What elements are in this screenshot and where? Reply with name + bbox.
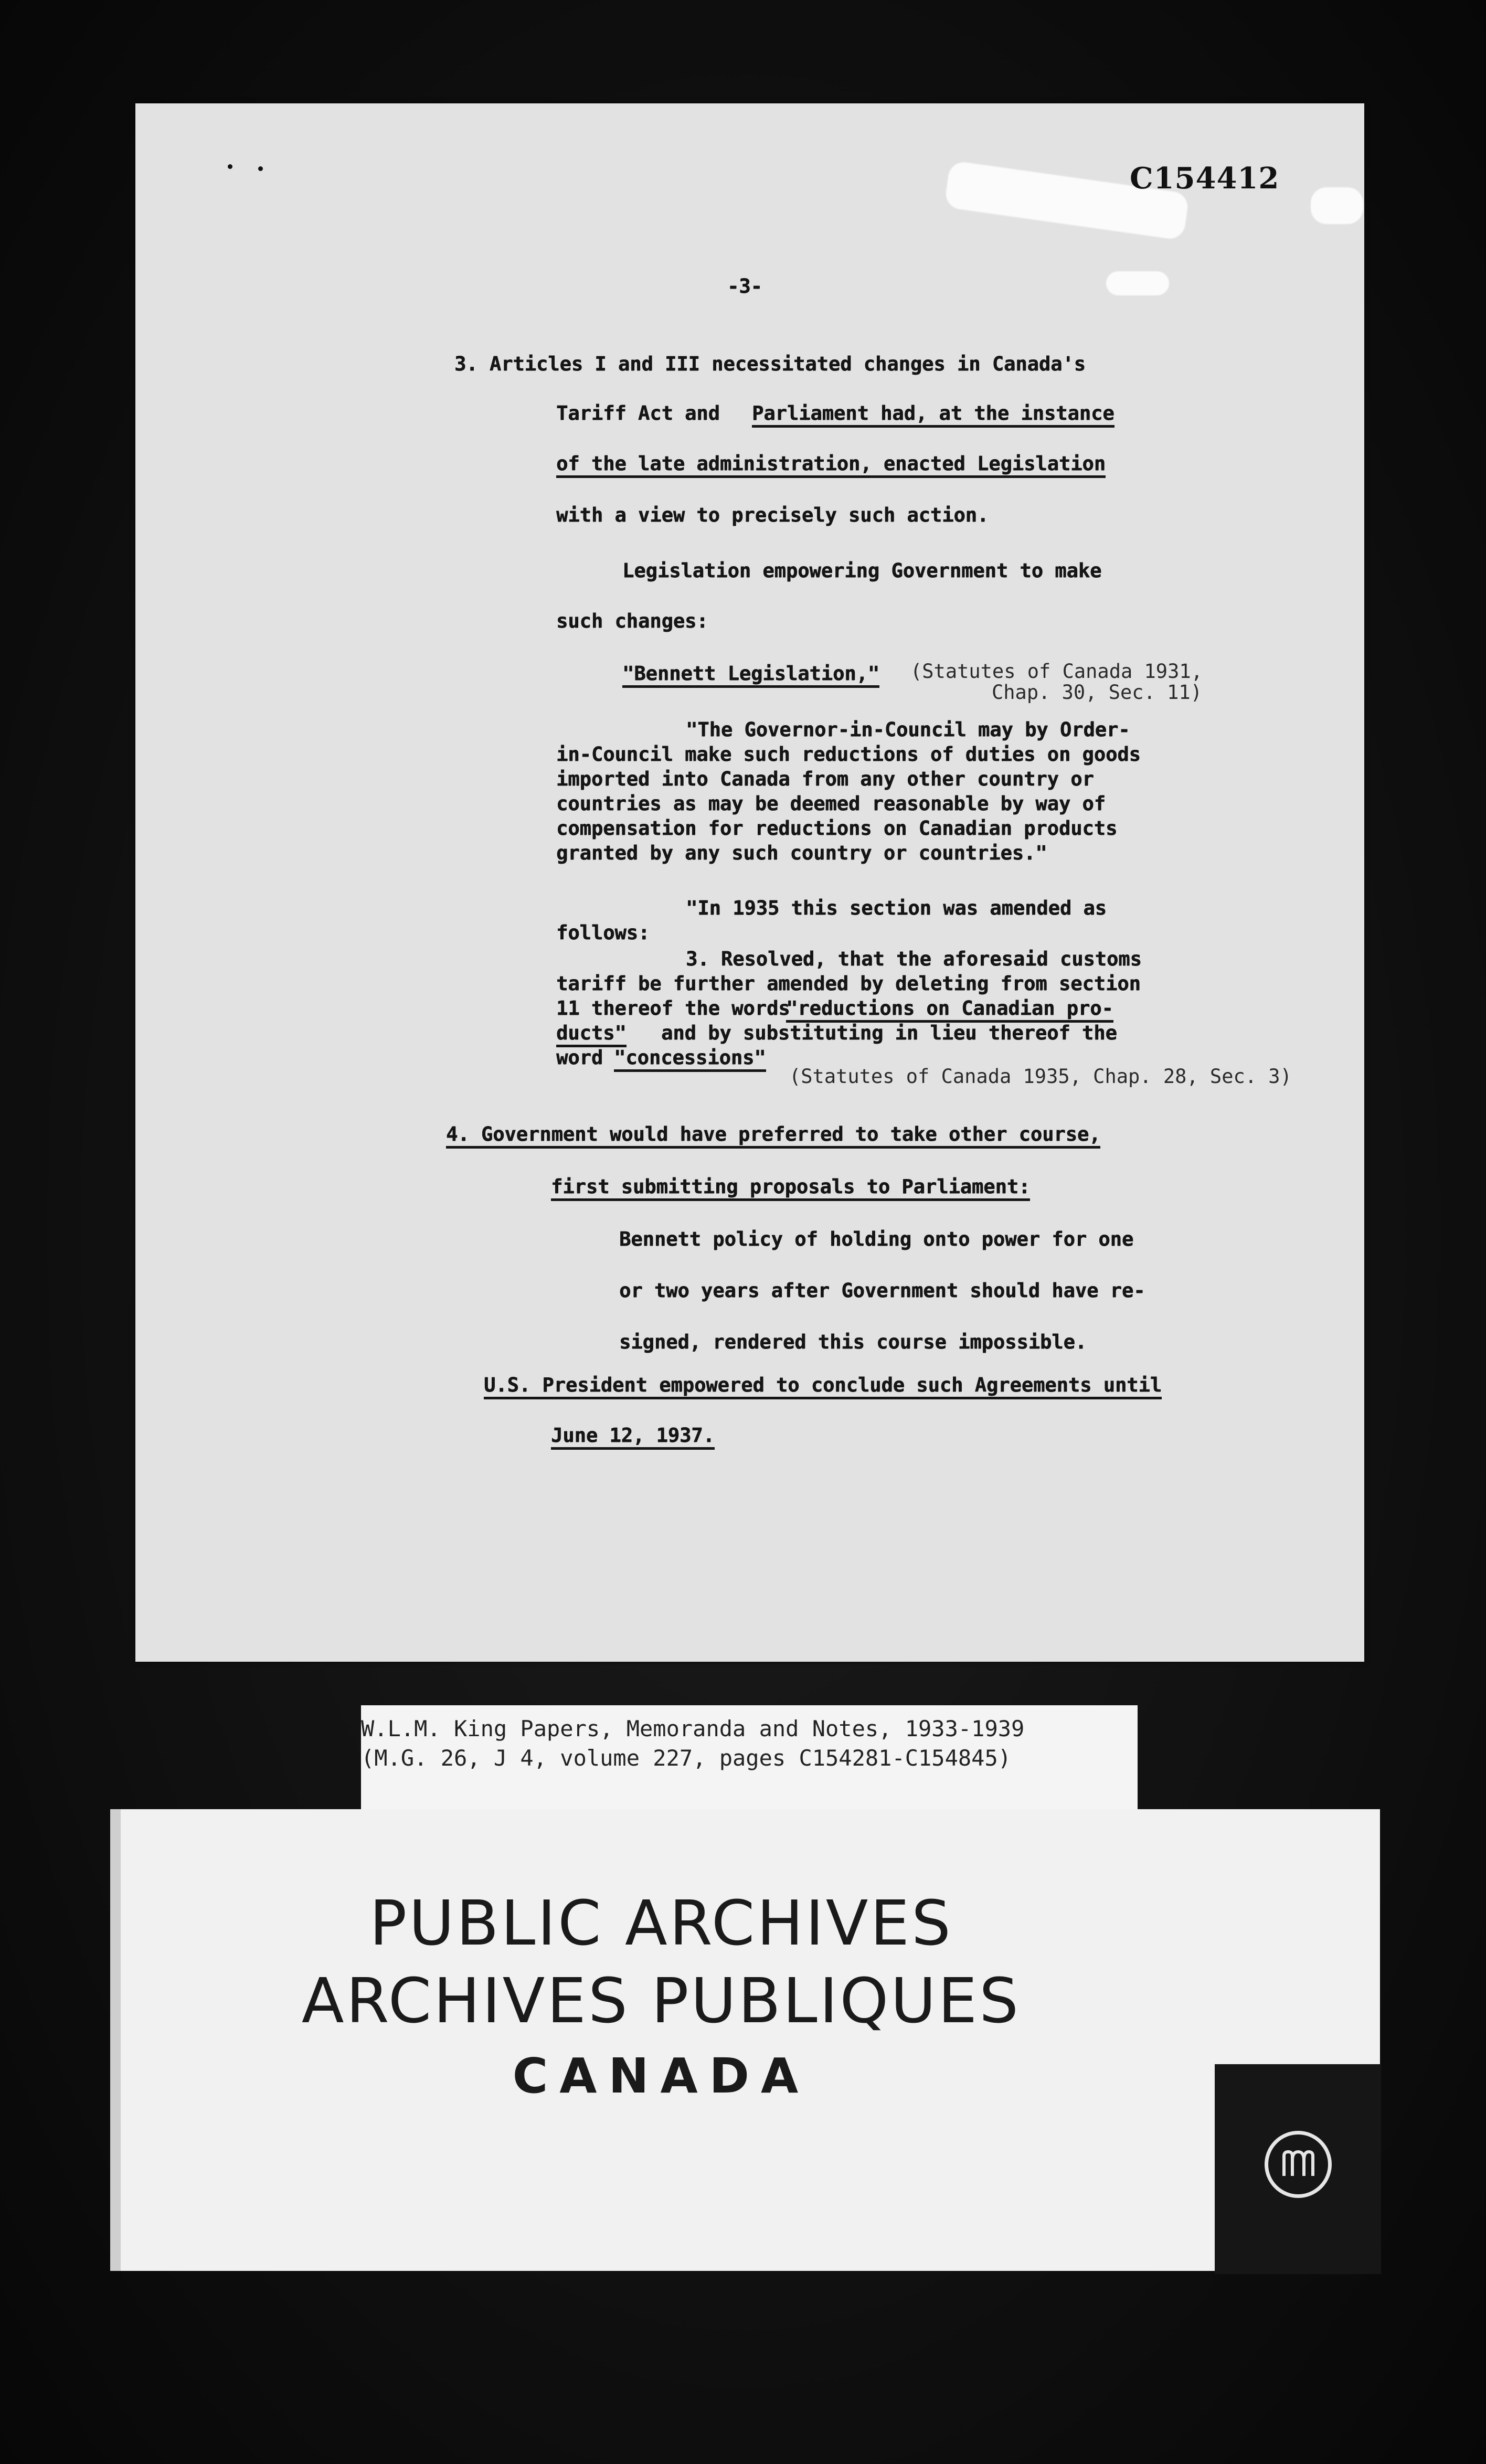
quote-line-underlined: ducts" <box>556 1023 627 1047</box>
page-marker: -3- <box>727 275 762 298</box>
doc-line-underlined: Parliament had, at the instance <box>752 403 1114 428</box>
doc-line: Legislation empowering Government to make <box>622 559 1102 582</box>
doc-line: 3. Articles I and III necessitated changes in Canada's <box>454 353 1086 375</box>
quote-line: and by substituting in lieu thereof the <box>661 1022 1117 1044</box>
archives-logo-icon <box>1265 2131 1332 2198</box>
logo-block <box>1215 2064 1381 2274</box>
quote-line: "The Governor-in-Council may by Order- <box>686 718 1130 741</box>
quote-line: granted by any such country or countries." <box>556 842 1047 864</box>
quote-line: in-Council make such reductions of duties on goods <box>556 743 1141 766</box>
quote-line: imported into Canada from any other country or <box>556 768 1094 790</box>
doc-line-underlined: first submitting proposals to Parliament: <box>551 1177 1030 1201</box>
quote-line: 11 thereof the words <box>556 997 790 1019</box>
quote-line: countries as may be deemed reasonable by way of <box>556 792 1106 815</box>
reference-label <box>361 1705 1138 1819</box>
doc-line: with a view to precisely such action. <box>556 504 989 526</box>
document-page <box>135 103 1364 1662</box>
quote-line-underlined: "reductions on Canadian pro- <box>786 999 1113 1023</box>
doc-line: such changes: <box>556 610 708 632</box>
ink-dot <box>258 166 263 171</box>
tape-mark <box>1311 187 1363 224</box>
reference-line: W.L.M. King Papers, Memoranda and Notes, 1933-1939 <box>361 1716 1025 1741</box>
archive-title-en: PUBLIC ARCHIVES <box>369 1887 953 1959</box>
archives-logo-glyph <box>1280 2149 1317 2180</box>
tape-mark <box>1106 271 1169 295</box>
quote-line-underlined: "concessions" <box>614 1048 766 1072</box>
quote-line: tariff be further amended by deleting from section <box>556 972 1141 995</box>
quote-line: 3. Resolved, that the aforesaid customs <box>686 948 1142 970</box>
doc-line: Tariff Act and <box>556 402 720 424</box>
archive-title-fr: ARCHIVES PUBLIQUES <box>301 1964 1021 2037</box>
doc-line-underlined: June 12, 1937. <box>551 1426 715 1450</box>
quote-line: "In 1935 this section was amended as <box>686 897 1107 919</box>
quote-line: follows: <box>556 921 650 944</box>
doc-line: Bennett policy of holding onto power for one <box>619 1228 1134 1250</box>
ink-dot <box>228 164 232 169</box>
document-number: C154412 <box>1130 161 1280 196</box>
doc-line-underlined: U.S. President empowered to conclude such Agreements until <box>484 1375 1162 1399</box>
statute-citation: (Statutes of Canada 1931, <box>910 660 1203 683</box>
statute-citation: (Statutes of Canada 1935, Chap. 28, Sec. 3) <box>789 1065 1292 1088</box>
doc-line: signed, rendered this course impossible. <box>619 1331 1087 1353</box>
doc-line-underlined: "Bennett Legislation," <box>622 664 879 688</box>
quote-line: compensation for reductions on Canadian products <box>556 817 1118 840</box>
card-edge <box>110 1809 121 2271</box>
doc-line-underlined: 4. Government would have preferred to take other course, <box>446 1124 1100 1149</box>
archive-card <box>110 1809 1380 2271</box>
archive-country: CANADA <box>512 2048 810 2104</box>
doc-line-underlined: of the late administration, enacted Legislation <box>556 454 1106 478</box>
statute-citation: Chap. 30, Sec. 11) <box>992 681 1202 704</box>
doc-line: or two years after Government should have re- <box>619 1279 1145 1302</box>
reference-line: (M.G. 26, J 4, volume 227, pages C154281-C154845) <box>361 1745 1012 1771</box>
quote-line: word <box>556 1046 603 1069</box>
